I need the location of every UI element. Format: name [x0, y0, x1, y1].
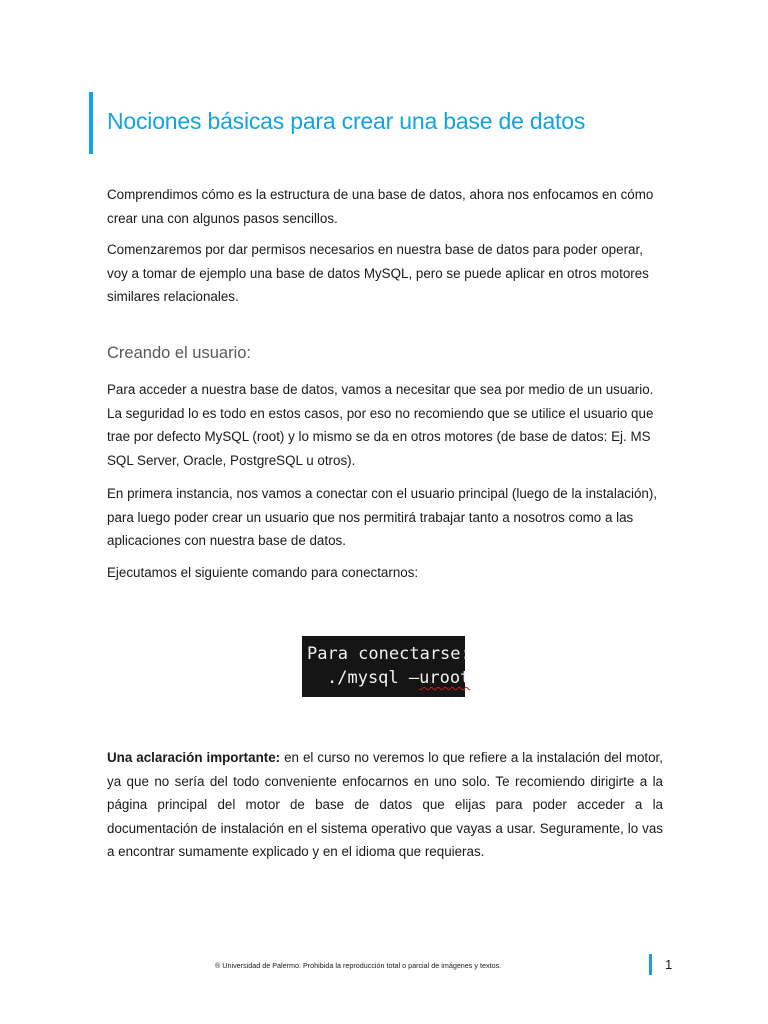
intro-paragraph-1: Comprendimos cómo es la estructura de una base de datos, ahora nos enfocamos en cómo crear una con algunos pasos sencillos.	[107, 187, 654, 226]
code-line-1: Para conectarse:	[307, 644, 471, 664]
user-paragraph-1: Para acceder a nuestra base de datos, vamos a necesitar que sea por medio de un usuario. La seguridad lo es todo en estos casos, por eso no recomiendo que se utilice el usuario que trae por defecto MySQL (root) y lo mismo se da en otros motores (de base de datos: Ej. MS SQL Server, Oracle, PostgreSQL u otros).	[107, 382, 654, 468]
note-label: Una aclaración importante:	[107, 750, 281, 765]
note-paragraph	[107, 746, 663, 864]
user-paragraph-2: En primera instancia, nos vamos a conectar con el usuario principal (luego de la instalación), para luego poder crear un usuario que nos permitirá trabajar tanto a nosotros como a las aplicaciones con nuestra base de datos.	[107, 486, 658, 548]
note-text: en el curso no veremos lo que refiere a la instalación del motor, ya que no sería del todo conveniente enfocarnos en uno solo. Te recomiendo dirigirte a la página principal del motor de base de datos que elijas para poder acceder a la documentación de instalación en el sistema operativo que vayas a usar. Seguramente, lo vas a encontrar sumamente explicado y en el idioma que requieras.	[107, 750, 663, 859]
footer-accent-bar	[649, 954, 652, 975]
title-accent-bar	[89, 92, 93, 154]
section-heading: Creando el usuario:	[107, 344, 252, 362]
intro-paragraph-2: Comenzaremos por dar permisos necesarios en nuestra base de datos para poder operar, voy a tomar de ejemplo una base de datos MySQL, pero se puede aplicar en otros motores similares relacionales.	[107, 242, 649, 304]
code-flag: uroot	[419, 668, 471, 688]
code-snippet	[302, 636, 471, 697]
command-intro-paragraph: Ejecutamos el siguiente comando para conectarnos:	[107, 565, 419, 580]
code-line-2	[307, 666, 471, 690]
footer-copyright: ® Universidad de Palermo. Prohibida la reproducción total o parcial de imágenes y textos.	[215, 961, 502, 970]
page-title: Nociones básicas para crear una base de datos	[107, 108, 586, 134]
code-command: ./mysql –	[327, 668, 420, 688]
page-number: 1	[665, 957, 673, 972]
